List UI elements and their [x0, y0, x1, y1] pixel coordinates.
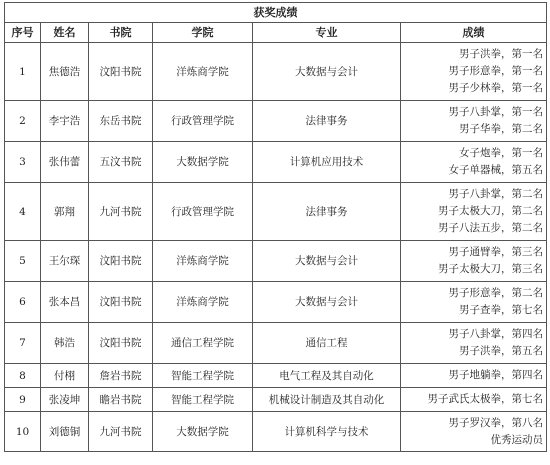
- table-row: [5, 241, 547, 282]
- header-no: 序号: [5, 23, 41, 43]
- cell-name: 付栩: [41, 364, 89, 388]
- result-item: 男子八卦掌，第二名: [448, 188, 543, 200]
- cell-major: 法律事务: [253, 101, 401, 142]
- cell-academy: 五汶书院: [89, 142, 153, 183]
- cell-major: 大数据与会计: [253, 43, 401, 101]
- cell-college: 洋炼商学院: [153, 43, 253, 101]
- cell-results: [401, 241, 547, 282]
- table-row: [5, 323, 547, 364]
- cell-results: [401, 364, 547, 388]
- cell-results: [401, 412, 547, 452]
- cell-academy: 汶阳书院: [89, 241, 153, 282]
- cell-no: 8: [5, 364, 41, 388]
- cell-academy: 汶阳书院: [89, 282, 153, 323]
- cell-college: 行政管理学院: [153, 183, 253, 241]
- table-row: [5, 388, 547, 412]
- cell-academy: 汶阳书院: [89, 43, 153, 101]
- header-major: 专业: [253, 23, 401, 43]
- cell-academy: 九河书院: [89, 183, 153, 241]
- cell-college: 通信工程学院: [153, 323, 253, 364]
- cell-college: 智能工程学院: [153, 364, 253, 388]
- result-item: 优秀运动员: [490, 433, 543, 446]
- cell-no: 9: [5, 388, 41, 412]
- cell-academy: 九河书院: [89, 412, 153, 452]
- cell-academy: 詹岩书院: [89, 364, 153, 388]
- result-item: 女子炮拳，第一名: [459, 147, 543, 159]
- table-row: [5, 142, 547, 183]
- cell-college: 洋炼商学院: [153, 241, 253, 282]
- cell-name: 张伟蕾: [41, 142, 89, 183]
- cell-college: 大数据学院: [153, 412, 253, 452]
- table-title: 获奖成绩: [5, 3, 547, 23]
- cell-results: [401, 43, 547, 101]
- cell-no: 5: [5, 241, 41, 282]
- cell-college: 洋炼商学院: [153, 282, 253, 323]
- cell-major: 通信工程: [253, 323, 401, 364]
- table-row: [5, 282, 547, 323]
- header-name: 姓名: [41, 23, 89, 43]
- cell-major: 机械设计制造及其自动化: [253, 388, 401, 412]
- cell-college: 大数据学院: [153, 142, 253, 183]
- table-row: [5, 412, 547, 452]
- result-item: 男子太极大刀，第二名: [438, 205, 543, 217]
- cell-academy: 瞻岩书院: [89, 388, 153, 412]
- cell-academy: 东岳书院: [89, 101, 153, 142]
- cell-academy: 汶阳书院: [89, 323, 153, 364]
- cell-college: 行政管理学院: [153, 101, 253, 142]
- result-item: 男子华拳，第二名: [459, 123, 543, 135]
- cell-results: [401, 142, 547, 183]
- result-item: 男子少林拳，第一名: [448, 82, 543, 94]
- header-college: 学院: [153, 23, 253, 43]
- cell-name: 王尔琛: [41, 241, 89, 282]
- cell-no: 10: [5, 412, 41, 452]
- result-item: 男子罗汉拳，第八名: [448, 416, 543, 429]
- result-item: 男子八卦掌，第四名: [448, 328, 543, 340]
- cell-no: 2: [5, 101, 41, 142]
- cell-major: 法律事务: [253, 183, 401, 241]
- result-item: 男子形意拳，第一名: [448, 65, 543, 77]
- cell-name: 张凌坤: [41, 388, 89, 412]
- cell-name: 张本昌: [41, 282, 89, 323]
- cell-results: [401, 282, 547, 323]
- cell-name: 李宇浩: [41, 101, 89, 142]
- result-item: 男子查拳，第七名: [459, 304, 543, 316]
- cell-no: 3: [5, 142, 41, 183]
- result-item: 男子洪拳，第一名: [459, 48, 543, 60]
- result-item: 男子形意拳，第二名: [448, 287, 543, 299]
- cell-name: 刘德铜: [41, 412, 89, 452]
- cell-major: 计算机科学与技术: [253, 412, 401, 452]
- cell-no: 7: [5, 323, 41, 364]
- result-item: 男子通臂拳，第三名: [448, 246, 543, 258]
- cell-name: 焦德浩: [41, 43, 89, 101]
- result-item: 男子八卦掌，第一名: [448, 106, 543, 118]
- table-row: [5, 43, 547, 101]
- cell-no: 1: [5, 43, 41, 101]
- cell-results: [401, 388, 547, 412]
- result-item: 男子太极大刀，第三名: [438, 263, 543, 275]
- result-item: 男子地躺拳，第四名: [448, 369, 543, 381]
- cell-college: 智能工程学院: [153, 388, 253, 412]
- cell-name: 郭翔: [41, 183, 89, 241]
- cell-no: 6: [5, 282, 41, 323]
- award-results-table: [4, 2, 547, 452]
- result-item: 男子八法五步，第二名: [438, 222, 543, 234]
- cell-major: 大数据与会计: [253, 282, 401, 323]
- header-results: 成绩: [401, 23, 547, 43]
- cell-major: 计算机应用技术: [253, 142, 401, 183]
- cell-major: 电气工程及其自动化: [253, 364, 401, 388]
- cell-results: [401, 101, 547, 142]
- cell-results: [401, 183, 547, 241]
- cell-no: 4: [5, 183, 41, 241]
- table-row: [5, 364, 547, 388]
- result-item: 男子洪拳，第五名: [459, 345, 543, 357]
- cell-results: [401, 323, 547, 364]
- table-row: [5, 183, 547, 241]
- result-item: 女子单器械，第五名: [448, 164, 543, 176]
- header-academy: 书院: [89, 23, 153, 43]
- cell-major: 大数据与会计: [253, 241, 401, 282]
- table-row: [5, 101, 547, 142]
- cell-name: 韩浩: [41, 323, 89, 364]
- result-item: 男子武氏太极拳，第七名: [427, 393, 543, 405]
